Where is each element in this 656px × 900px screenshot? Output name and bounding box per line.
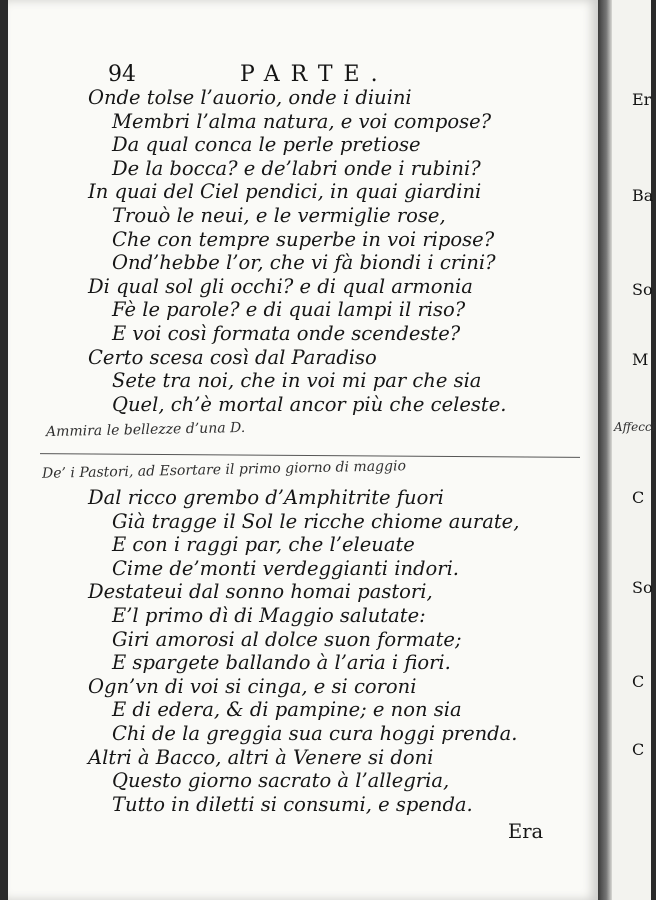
verse-line: E con i raggi par, che l’eleuate [112, 533, 415, 557]
verse-line: Cime de’monti verdeggianti indori. [112, 556, 460, 580]
verse-line: Dal ricco grembo d’Amphitrite fuori [88, 486, 444, 509]
verse-line: Destateui dal sonno homai pastori, [88, 580, 433, 604]
facing-page-fragment: Er [632, 90, 652, 109]
page-number: 94 [108, 62, 136, 87]
facing-page-fragment: C [632, 672, 645, 691]
running-head: PARTE. [240, 62, 389, 87]
facing-page-fragment: Affecci [614, 420, 656, 434]
handwritten-heading: De’ i Pastori, ad Esortare il primo giorno di maggio [41, 458, 407, 482]
verse-line: E voi così formata onde scendeste? [112, 322, 461, 345]
verse-line: Onde tolse l’auorio, onde i diuini [88, 86, 412, 109]
verse-line: Da qual conca le perle pretiose [112, 133, 421, 157]
facing-page-fragment: M [632, 350, 649, 369]
facing-page-fragment: C [632, 740, 645, 759]
verse-line: E di edera, & di pampine; e non sia [112, 698, 462, 722]
facing-page-fragment: Ba [632, 186, 654, 205]
book-page [8, 0, 598, 900]
verse-line: Questo giorno sacrato à l’allegria, [112, 769, 450, 793]
verse-line: De la bocca? e de’labri onde i rubini? [112, 156, 481, 180]
verse-line: Ond’hebbe l’or, che vi fà biondi i crini? [112, 251, 496, 275]
verse-line: Membri l’alma natura, e voi compose? [112, 109, 492, 133]
verse-line: Trouò le neui, e le vermiglie rose, [112, 204, 446, 227]
verse-line: In quai del Ciel pendici, in quai giardini [88, 180, 482, 204]
verse-line: Ogn’vn di voi si cinga, e si coroni [88, 674, 417, 698]
verse-line: Giri amorosi al dolce suon formate; [112, 627, 462, 651]
facing-page-fragment: So [632, 280, 653, 299]
verse-line: Sete tra noi, che in voi mi par che sia [112, 369, 482, 393]
verse-line: Altri à Bacco, altri à Venere si doni [88, 745, 434, 769]
verse-line: Fè le parole? e di quai lampi il riso? [112, 298, 466, 322]
verse-line: E spargete ballando à l’aria i fiori. [112, 651, 451, 675]
verse-line: E’l primo dì di Maggio salutate: [112, 604, 426, 627]
book-gutter [598, 0, 612, 900]
divider-rule [40, 453, 580, 458]
verse-line: Quel, ch’è mortal ancor più che celeste. [112, 392, 507, 416]
facing-page-edge [612, 0, 656, 900]
verse-line: Che con tempre superbe in voi ripose? [112, 227, 495, 251]
facing-page-fragment: C [632, 488, 645, 507]
verse-line: Già tragge il Sol le ricche chiome aurate, [112, 509, 520, 533]
catchword: Era [508, 820, 544, 843]
verse-line: Certo scesa così dal Paradiso [88, 345, 377, 369]
verse-line: Tutto in diletti si consumi, e spenda. [112, 792, 473, 816]
handwritten-annotation: Ammira le bellezze d’una D. [45, 419, 246, 441]
verse-line: Di qual sol gli occhi? e di qual armonia [88, 274, 473, 298]
verse-line: Chi de la greggia sua cura hoggi prenda. [112, 722, 518, 745]
facing-page-fragment: So [632, 578, 653, 597]
